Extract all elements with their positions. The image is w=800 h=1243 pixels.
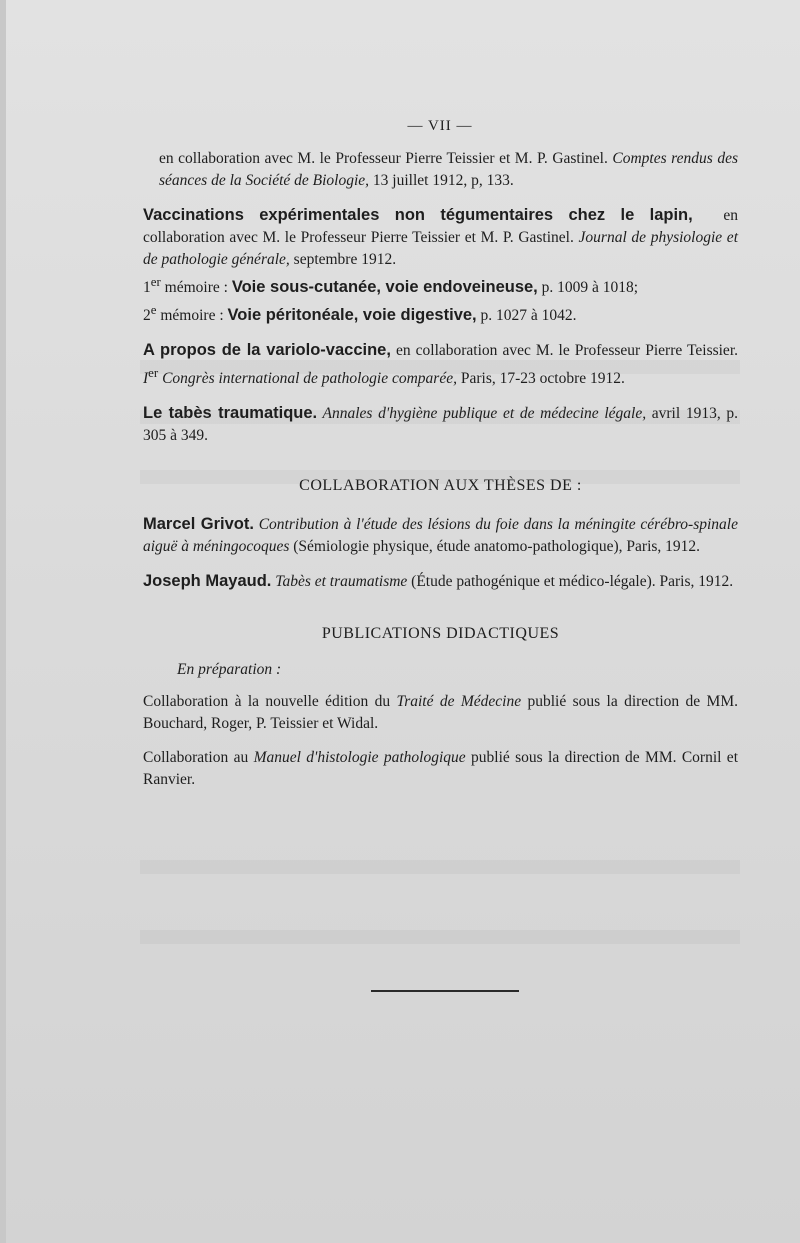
thesis-author: Joseph Mayaud. — [143, 572, 272, 591]
entry-date: septembre 1912. — [289, 251, 397, 268]
entry-title: Vaccinations expérimentales non tégumentaires chez le lapin, — [143, 206, 693, 224]
didactic-entry: Collaboration à la nouvelle édition du Traité de Médecine publié sous la direction de MM. Bouchard, Roger, P. Teissier et Widal. — [143, 693, 738, 733]
entry-journal: Journal de physiologie et de pathologie générale, — [143, 229, 738, 268]
in-preparation-label: En préparation : — [177, 661, 282, 679]
section-divider-rule — [371, 990, 519, 992]
entry-journal: Comptes rendus des séances de la Société de Biologie, — [159, 150, 738, 189]
memoire-line: 2e mémoire : Voie péritonéale, voie digestive, p. 1027 à 1042. — [143, 302, 577, 325]
main-text — [143, 148, 738, 803]
entry-journal: Annales d'hygiène publique et de médecine légale, — [317, 405, 647, 423]
thesis-details: (Étude pathogénique et médico-légale). Paris, 1912. — [407, 573, 734, 591]
entry-date: avril 1913, p. 305 à 349. — [143, 405, 738, 445]
entry-text: en collaboration avec M. le Professeur Pierre Teissier et M. P. Gastinel. — [143, 207, 738, 246]
entry-text: en collaboration avec M. le Professeur Pierre Teissier et M. P. Gastinel. — [159, 150, 613, 167]
section-heading-didactiques: PUBLICATIONS DIDACTIQUES — [321, 625, 560, 643]
thesis-author: Marcel Grivot. — [143, 515, 254, 534]
memoire-line: 1er mémoire : Voie sous-cutanée, voie endoveineuse, p. 1009 à 1018; — [143, 274, 639, 297]
thesis-entry — [143, 570, 738, 593]
publication-entry — [143, 204, 738, 327]
entry-date: 13 juillet 1912, p, 133. — [369, 172, 514, 189]
section-heading-theses: COLLABORATION AUX THÈSES DE : — [299, 477, 582, 495]
thesis-details: (Sémiologie physique, étude anatomo-pathologique), Paris, 1912. — [289, 538, 701, 556]
thesis-title: Contribution à l'étude des lésions du foie dans la méningite cérébro-spinale aiguë à méningocoques — [143, 516, 738, 556]
entry-title: A propos de la variolo-vaccine, — [143, 341, 391, 360]
memoire-title: Voie péritonéale, voie digestive, — [227, 306, 477, 325]
entry-text: en collaboration avec M. le Professeur Pierre Teissier. — [390, 342, 738, 360]
entry-title: Le tabès traumatique. — [143, 404, 318, 423]
publication-entry: A propos de la variolo-vaccine, en collaboration avec M. le Professeur Pierre Teissier. Ier Congrès international de pathologie comparée, Paris, 17-23 octobre 1912. — [143, 341, 738, 388]
page-number: — VII — — [407, 118, 473, 134]
thesis-title: Tabès et traumatisme — [271, 573, 408, 591]
memoire-title: Voie sous-cutanée, voie endoveineuse, — [231, 278, 538, 297]
didactic-entry: Collaboration au Manuel d'histologie pathologique publié sous la direction de MM. Cornil et Ranvier. — [143, 749, 738, 789]
publication-entry — [143, 402, 738, 447]
entry-journal: Congrès international de pathologie comparée, — [158, 370, 457, 388]
bleed-through-shadow — [140, 860, 740, 874]
work-title: Traité de Médecine — [396, 693, 522, 711]
thesis-entry — [143, 513, 738, 558]
work-title: Manuel d'histologie pathologique — [253, 749, 466, 767]
entry-date: Paris, 17-23 octobre 1912. — [456, 370, 625, 388]
page-edge-shadow — [0, 0, 6, 1243]
publication-entry — [143, 148, 738, 192]
bleed-through-shadow — [140, 930, 740, 944]
